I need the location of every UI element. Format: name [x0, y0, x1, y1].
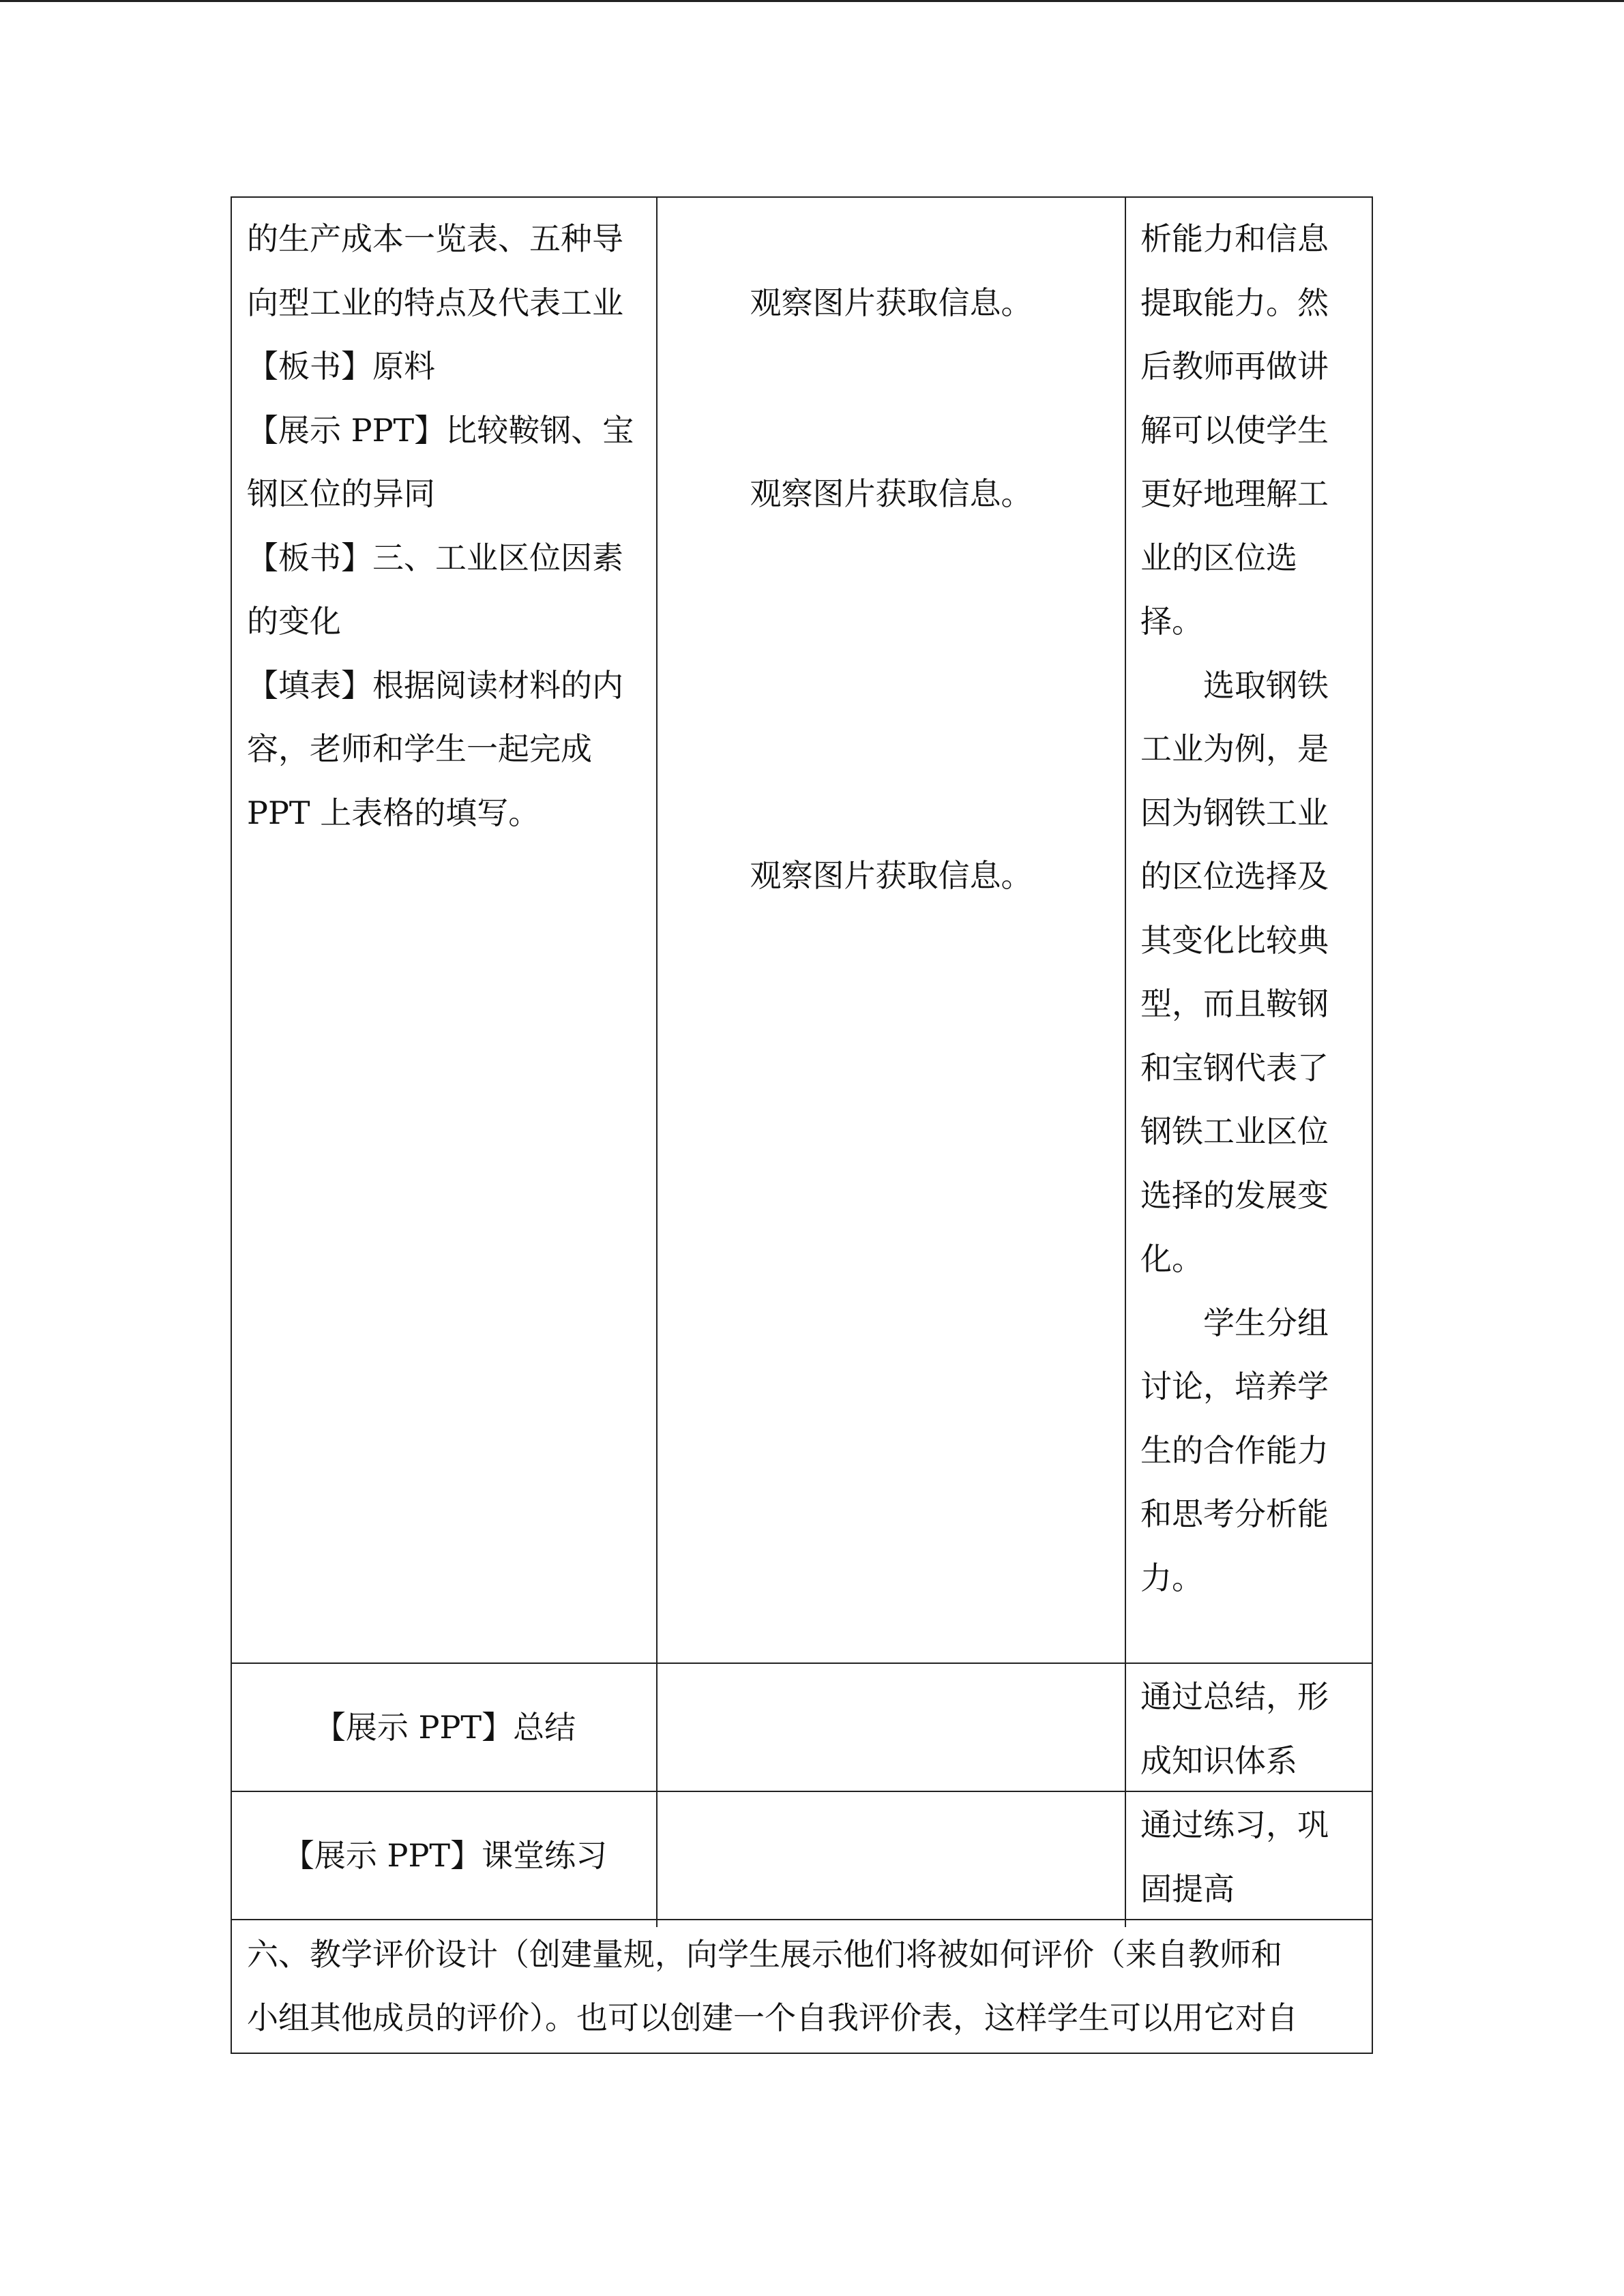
- student-activity-3: [658, 844, 1124, 908]
- teacher-line: 【填表】根据阅读材料的内: [247, 666, 623, 704]
- evaluation-design-section: [247, 1923, 1365, 2050]
- intent-line: 因为钢铁工业: [1140, 794, 1329, 831]
- intent-line: 力。: [1140, 1559, 1203, 1596]
- teacher-line: 钢区位的异同: [247, 475, 435, 512]
- teacher-line: 【板书】原料: [247, 348, 435, 385]
- intent-line: 和思考分析能: [1140, 1495, 1329, 1532]
- teacher-activity-cell: [247, 207, 656, 845]
- evaluation-line: 小组其他成员的评价）。也可以创建一个自我评价表，这样学生可以用它对自: [247, 1999, 1298, 2036]
- intent-line: 后教师再做讲: [1140, 348, 1329, 385]
- page-top-border: [0, 0, 1624, 2]
- design-intent-cell: [1140, 207, 1365, 1610]
- column-divider-2: [1125, 198, 1126, 1927]
- intent-line: 更好地理解工: [1140, 475, 1329, 512]
- intent-line: 钢铁工业区位: [1140, 1113, 1329, 1150]
- intent-line: 工业为例，是: [1140, 730, 1329, 767]
- teacher-line: PPT 上表格的填写。: [247, 794, 540, 831]
- student-activity-text: 观察图片获取信息。: [750, 475, 1033, 512]
- teacher-line: 【展示 PPT】比较鞍钢、宝: [247, 411, 634, 449]
- exercise-teacher-cell: [232, 1792, 658, 1919]
- exercise-intent-line: 通过练习，巩: [1140, 1806, 1329, 1843]
- intent-line: 其变化比较典: [1140, 921, 1329, 959]
- intent-line: 业的区位选: [1140, 539, 1297, 576]
- student-activity-text: 观察图片获取信息。: [750, 284, 1033, 321]
- teacher-line: 【板书】三、工业区位因素: [247, 539, 623, 576]
- summary-intent-line: 成知识体系: [1140, 1742, 1297, 1779]
- intent-line: 讨论，培养学: [1140, 1368, 1329, 1405]
- intent-line: 析能力和信息: [1140, 220, 1329, 257]
- student-activity-text: 观察图片获取信息。: [750, 857, 1033, 894]
- lesson-plan-table: [231, 196, 1373, 2054]
- intent-line: 的区位选择及: [1140, 858, 1329, 895]
- teacher-line: 的变化: [247, 603, 341, 640]
- intent-line: 化。: [1140, 1240, 1203, 1277]
- intent-line: 生的合作能力: [1140, 1431, 1329, 1469]
- student-activity-2: [658, 462, 1124, 526]
- intent-line: 择。: [1140, 603, 1203, 640]
- exercise-intent-cell: [1140, 1793, 1365, 1921]
- intent-line: 选择的发展变: [1140, 1176, 1329, 1214]
- teacher-line: 向型工业的特点及代表工业: [247, 284, 623, 321]
- student-activity-1: [658, 271, 1124, 336]
- teacher-line: 的生产成本一览表、五种导: [247, 220, 623, 257]
- intent-line: 提取能力。然: [1140, 284, 1329, 321]
- summary-intent-line: 通过总结，形: [1140, 1678, 1329, 1715]
- exercise-label: 【展示 PPT】课堂练习: [282, 1837, 608, 1874]
- summary-label: 【展示 PPT】总结: [314, 1709, 576, 1746]
- intent-line: 型，而且鞍钢: [1140, 985, 1329, 1022]
- summary-intent-cell: [1140, 1665, 1365, 1793]
- teacher-line: 容，老师和学生一起完成: [247, 730, 592, 767]
- intent-line: 学生分组: [1203, 1304, 1329, 1341]
- intent-line: 解可以使学生: [1140, 411, 1329, 449]
- summary-teacher-cell: [232, 1664, 658, 1791]
- intent-line: 和宝钢代表了: [1140, 1049, 1329, 1086]
- evaluation-line: 六、教学评价设计（创建量规，向学生展示他们将被如何评价（来自教师和: [247, 1936, 1282, 1973]
- exercise-intent-line: 固提高: [1140, 1870, 1235, 1907]
- intent-line: 选取钢铁: [1203, 666, 1329, 704]
